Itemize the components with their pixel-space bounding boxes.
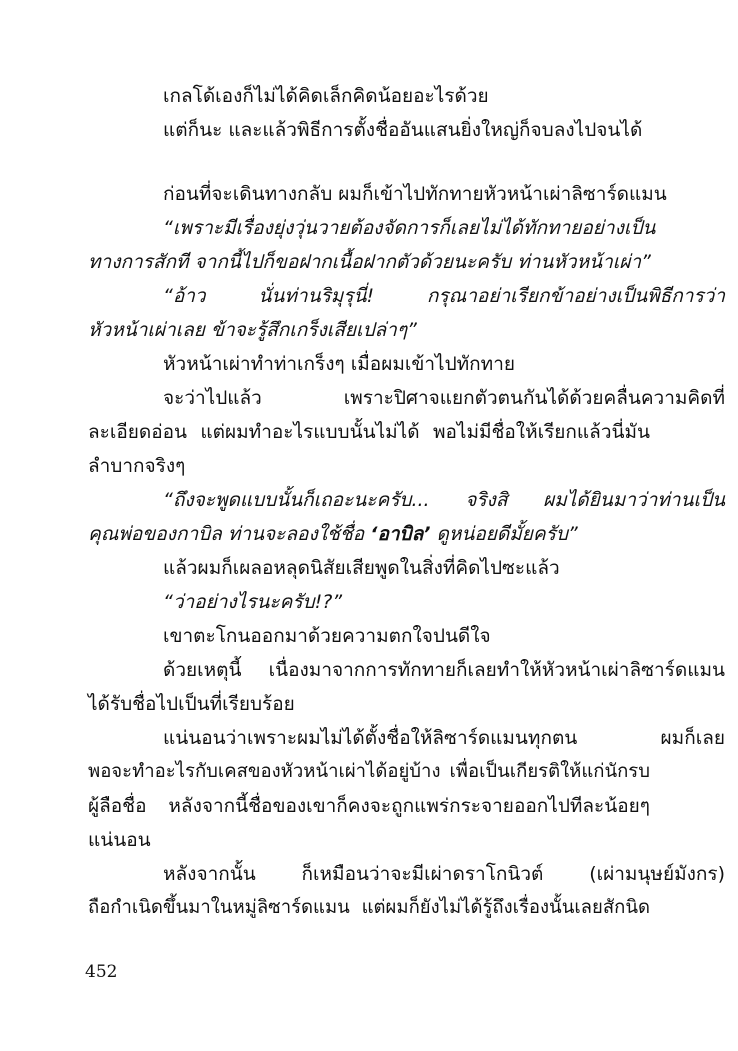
- dialogue-line: “ว่าอย่างไรนะครับ!?”: [163, 591, 343, 613]
- name-emphasis: ‘อาบิล’: [370, 523, 431, 545]
- paragraph-line: เขาตะโกนออกมาด้วยความตกใจปนดีใจ: [163, 625, 491, 647]
- page-number: 452: [85, 962, 118, 982]
- paragraph-line: แน่นอนว่าเพราะผมไม่ได้ตั้งชื่อให้ลิซาร์ดแมนทุกตน ผมก็เลย: [163, 727, 725, 749]
- dialogue-line: หัวหน้าเผ่าเลย ข้าจะรู้สึกเกร็งเสียเปล่าๆ”: [88, 319, 417, 341]
- dialogue-text: คุณพ่อของกาบิล ท่านจะลองใช้ชื่อ: [88, 523, 365, 545]
- paragraph-line: จะว่าไปแล้ว เพราะปิศาจแยกตัวตนกันได้ด้วยคลื่นความคิดที่: [163, 387, 725, 409]
- paragraph-line: ได้รับชื่อไปเป็นที่เรียบร้อย: [88, 693, 295, 715]
- paragraph-line: ละเอียดอ่อน แต่ผมทำอะไรแบบนั้นไม่ได้ พอไม่มีชื่อให้เรียกแล้วนี่มัน: [88, 421, 650, 443]
- paragraph-line: ถือกำเนิดขึ้นมาในหมู่ลิซาร์ดแมน แต่ผมก็ยังไม่ได้รู้ถึงเรื่องนั้นเลยสักนิด: [88, 897, 650, 918]
- paragraph-line: ก่อนที่จะเดินทางกลับ ผมก็เข้าไปทักทายหัวหน้าเผ่าลิซาร์ดแมน: [163, 183, 667, 205]
- paragraph-line: แต่ก็นะ และแล้วพิธีการตั้งชื่ออันแสนยิ่งใหญ่ก็จบลงไปจนได้: [163, 119, 643, 141]
- paragraph-line: ลำบากจริงๆ: [88, 455, 186, 477]
- dialogue-line: “เพราะมีเรื่องยุ่งวุ่นวายต้องจัดการก็เลยไม่ได้ทักทายอย่างเป็น: [163, 217, 656, 239]
- paragraph-line: หัวหน้าเผ่าทำท่าเกร็งๆ เมื่อผมเข้าไปทักทาย: [163, 353, 515, 375]
- paragraph-line: เกลโด้เองก็ไม่ได้คิดเล็กคิดน้อยอะไรด้วย: [163, 85, 489, 107]
- paragraph-line: ผู้ลือชื่อ หลังจากนี้ชื่อของเขาก็คงจะถูกแพร่กระจายออกไปทีละน้อยๆ: [88, 795, 650, 817]
- dialogue-line: “ถึงจะพูดแบบนั้นก็เถอะนะครับ... จริงสิ ผมได้ยินมาว่าท่านเป็น: [163, 489, 725, 511]
- paragraph-line: พอจะทำอะไรกับเคสของหัวหน้าเผ่าได้อยู่บ้าง เพื่อเป็นเกียรติให้แก่นักรบ: [88, 761, 650, 782]
- paragraph-line: หลังจากนั้น ก็เหมือนว่าจะมีเผ่าดราโกนิวต์ (เผ่ามนุษย์มังกร): [163, 863, 725, 885]
- dialogue-text: ดูหน่อยดีมั้ยครับ”: [436, 523, 578, 545]
- paragraph-line: แน่นอน: [88, 829, 151, 851]
- paragraph-line: แล้วผมก็เผลอหลุดนิสัยเสียพูดในสิ่งที่คิดไปซะแล้ว: [163, 557, 560, 579]
- dialogue-line: [88, 522, 650, 546]
- dialogue-line: ทางการสักที จากนี้ไปก็ขอฝากเนื้อฝากตัวด้วยนะครับ ท่านหัวหน้าเผ่า”: [88, 251, 651, 273]
- paragraph-line: ด้วยเหตุนี้ เนื่องมาจากการทักทายก็เลยทำให้หัวหน้าเผ่าลิซาร์ดแมน: [163, 659, 725, 681]
- dialogue-line: “อ้าว นั่นท่านริมุรุนี่! กรุณาอย่าเรียกข้าอย่างเป็นพิธีการว่า: [163, 285, 725, 307]
